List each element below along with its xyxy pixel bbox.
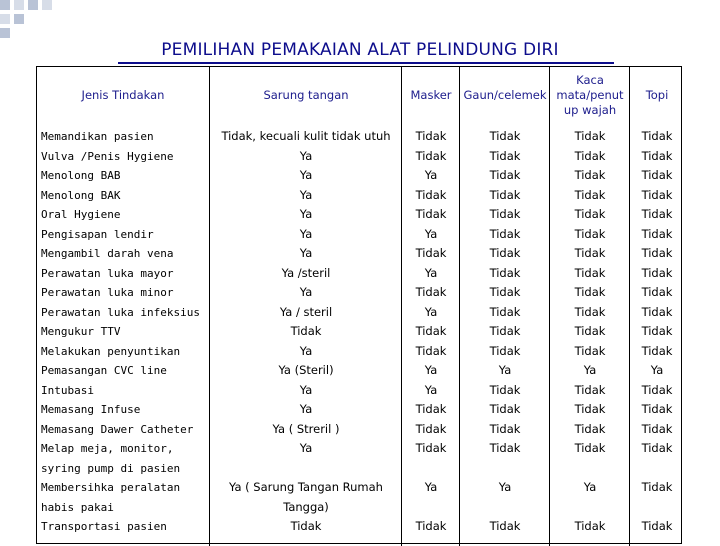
table-cell: Ya bbox=[299, 246, 313, 260]
table-cell: Tidak bbox=[574, 129, 606, 143]
cell-jenis-tindakan: Mengukur TTV bbox=[41, 325, 121, 338]
table-cell: Tidak bbox=[574, 304, 606, 319]
table-cell: Tidak, kecuali kulit tidak utuh bbox=[221, 129, 391, 143]
cell-jenis-tindakan: Perawatan luka minor bbox=[41, 286, 174, 299]
table-cell: Ya bbox=[299, 382, 313, 397]
table-cell: Tidak bbox=[641, 207, 673, 221]
column-divider bbox=[459, 66, 460, 546]
table-cell: Tidak bbox=[489, 519, 521, 533]
table-cell: Tidak bbox=[489, 285, 521, 299]
title-underline bbox=[118, 62, 614, 64]
table-row bbox=[36, 124, 684, 147]
table-cell: Tidak bbox=[641, 343, 673, 358]
cell-jenis-tindakan: Menolong BAK bbox=[41, 188, 121, 202]
header-jenis-tindakan: Jenis Tindakan bbox=[81, 87, 165, 102]
cell-jenis-tindakan: Memandikan pasien bbox=[41, 130, 154, 143]
column-divider bbox=[549, 66, 550, 546]
table-cell: Tidak bbox=[415, 421, 447, 436]
table-cell: Tidak bbox=[641, 187, 673, 202]
table-row bbox=[36, 400, 684, 420]
table-cell: Tidak bbox=[574, 382, 606, 397]
table-cell: Tidak bbox=[641, 265, 673, 280]
cell-jenis-tindakan: Perawatan luka mayor bbox=[41, 266, 174, 280]
header-masker: Masker bbox=[410, 87, 452, 102]
header-gaun-celemek: Gaun/celemek bbox=[463, 87, 547, 102]
table-cell: Tidak bbox=[489, 148, 521, 163]
table-row bbox=[36, 342, 684, 362]
corner-decoration bbox=[0, 0, 60, 40]
table-cell: Tidak bbox=[641, 226, 673, 241]
table-cell: Ya bbox=[299, 226, 313, 241]
table-cell: Ya bbox=[583, 480, 597, 494]
table-cell: Ya bbox=[424, 265, 438, 280]
table-cell: Ya bbox=[498, 363, 512, 377]
table-cell: Tidak bbox=[489, 304, 521, 319]
table-cell: Tidak bbox=[489, 421, 521, 436]
cell-jenis-tindakan: Oral Hygiene bbox=[41, 208, 121, 221]
table-cell: Tidak bbox=[574, 207, 606, 221]
table-cell: Tidak bbox=[415, 246, 447, 260]
table-cell: Ya bbox=[299, 168, 313, 182]
table-row bbox=[36, 420, 684, 440]
table-cell: Ya /steril bbox=[281, 265, 331, 280]
table-cell: Tidak bbox=[574, 441, 606, 455]
table-cell: Tidak bbox=[489, 207, 521, 221]
cell-jenis-tindakan: Mengambil darah vena bbox=[41, 247, 174, 260]
table-cell: Tidak bbox=[415, 343, 447, 358]
column-divider bbox=[629, 66, 630, 546]
table-cell: Tidak bbox=[641, 382, 673, 397]
table-cell: Ya bbox=[650, 363, 664, 377]
table-cell: Tidak bbox=[489, 226, 521, 241]
table-row bbox=[36, 225, 684, 245]
table-cell: Ya bbox=[299, 402, 313, 416]
header-kaca-mata: Kaca mata/penut up wajah bbox=[556, 72, 624, 117]
table-cell: Ya / steril bbox=[279, 304, 333, 319]
table-cell: Ya bbox=[299, 343, 313, 358]
table-cell: Tidak bbox=[574, 265, 606, 280]
table-cell: Ya bbox=[299, 285, 313, 299]
column-divider bbox=[209, 66, 210, 546]
table-cell: Tidak bbox=[290, 519, 322, 533]
table-cell: Tidak bbox=[415, 402, 447, 416]
table-cell: Tidak bbox=[574, 148, 606, 163]
table-row bbox=[36, 381, 684, 401]
cell-jenis-tindakan: Transportasi pasien bbox=[41, 520, 167, 533]
table-cell: Tidak bbox=[641, 129, 673, 143]
ppe-table bbox=[36, 66, 684, 537]
cell-jenis-tindakan: Pemasangan CVC line bbox=[41, 364, 167, 377]
table-cell: Ya bbox=[498, 480, 512, 494]
table-cell: Tidak bbox=[641, 148, 673, 163]
page-title: PEMILIHAN PEMAKAIAN ALAT PELINDUNG DIRI bbox=[161, 40, 559, 60]
table-cell: Tidak bbox=[489, 168, 521, 182]
table-cell: Tidak bbox=[415, 285, 447, 299]
table-cell: Tidak bbox=[641, 246, 673, 260]
table-row bbox=[36, 361, 684, 381]
table-cell: Tidak bbox=[415, 324, 447, 338]
table-cell: Tidak bbox=[489, 324, 521, 338]
table-row bbox=[36, 517, 684, 537]
cell-jenis-tindakan: Melap meja, monitor, syring pump di pasien bbox=[41, 442, 181, 475]
table-cell: Tidak bbox=[489, 187, 521, 202]
table-cell: Tidak bbox=[641, 480, 673, 494]
table-cell: Ya bbox=[424, 168, 438, 182]
table-row bbox=[36, 186, 684, 206]
table-row bbox=[36, 322, 684, 342]
table-cell: Tidak bbox=[489, 402, 521, 416]
table-cell: Ya bbox=[424, 304, 438, 319]
table-cell: Tidak bbox=[574, 285, 606, 299]
table-cell: Tidak bbox=[489, 129, 521, 143]
table-row bbox=[36, 244, 684, 264]
cell-jenis-tindakan: Membersihka peralatan habis pakai bbox=[41, 481, 181, 514]
table-cell: Ya bbox=[424, 480, 438, 494]
table-cell: Tidak bbox=[641, 285, 673, 299]
table-cell: Tidak bbox=[489, 246, 521, 260]
table-cell: Tidak bbox=[415, 129, 447, 143]
table-cell: Ya ( Streril ) bbox=[272, 421, 340, 436]
table-cell: Tidak bbox=[290, 324, 322, 338]
cell-jenis-tindakan: Menolong BAB bbox=[41, 169, 121, 182]
decorative-squares-icon bbox=[0, 0, 60, 40]
table-cell: Ya ( Sarung Tangan Rumah Tangga) bbox=[229, 480, 383, 514]
table-cell: Ya bbox=[299, 187, 313, 202]
table-cell: Tidak bbox=[574, 402, 606, 416]
table-cell: Tidak bbox=[489, 343, 521, 358]
cell-jenis-tindakan: Vulva /Penis Hygiene bbox=[41, 149, 174, 163]
table-cell: Tidak bbox=[415, 207, 447, 221]
table-body bbox=[36, 124, 684, 537]
table-cell: Ya (Steril) bbox=[278, 363, 334, 377]
table-cell: Ya bbox=[299, 148, 313, 163]
table-cell: Tidak bbox=[489, 265, 521, 280]
table-row bbox=[36, 205, 684, 225]
table-cell: Ya bbox=[424, 226, 438, 241]
table-cell: Tidak bbox=[415, 519, 447, 533]
table-cell: Tidak bbox=[641, 402, 673, 416]
table-cell: Tidak bbox=[641, 441, 673, 455]
cell-jenis-tindakan: Memasang Infuse bbox=[41, 403, 141, 416]
table-row bbox=[36, 147, 684, 167]
table-row bbox=[36, 303, 684, 323]
header-topi: Topi bbox=[645, 87, 669, 102]
table-cell: Tidak bbox=[641, 168, 673, 182]
table-row bbox=[36, 478, 684, 517]
table-cell: Tidak bbox=[415, 187, 447, 202]
table-cell: Ya bbox=[299, 441, 313, 455]
table-cell: Tidak bbox=[641, 519, 673, 533]
table-cell: Tidak bbox=[574, 343, 606, 358]
column-divider bbox=[401, 66, 402, 546]
table-cell: Tidak bbox=[574, 187, 606, 202]
cell-jenis-tindakan: Perawatan luka infeksius bbox=[41, 305, 200, 319]
table-cell: Tidak bbox=[574, 421, 606, 436]
table-cell: Tidak bbox=[574, 168, 606, 182]
table-cell: Tidak bbox=[574, 324, 606, 338]
table-row bbox=[36, 264, 684, 284]
cell-jenis-tindakan: Melakukan penyuntikan bbox=[41, 344, 181, 358]
table-cell: Tidak bbox=[574, 246, 606, 260]
cell-jenis-tindakan: Pengisapan lendir bbox=[41, 227, 154, 241]
table-cell: Tidak bbox=[574, 519, 606, 533]
table-row bbox=[36, 439, 684, 478]
table-cell: Tidak bbox=[574, 226, 606, 241]
cell-jenis-tindakan: Intubasi bbox=[41, 383, 94, 397]
table-cell: Tidak bbox=[489, 441, 521, 455]
table-cell: Ya bbox=[299, 207, 313, 221]
table-row bbox=[36, 283, 684, 303]
table-cell: Tidak bbox=[415, 441, 447, 455]
table-header-row bbox=[36, 66, 684, 124]
table-cell: Tidak bbox=[641, 304, 673, 319]
table-cell: Tidak bbox=[641, 324, 673, 338]
table-row bbox=[36, 166, 684, 186]
table-cell: Ya bbox=[424, 363, 438, 377]
table-cell: Tidak bbox=[415, 148, 447, 163]
header-sarung-tangan: Sarung tangan bbox=[263, 87, 349, 102]
table-cell: Ya bbox=[424, 382, 438, 397]
cell-jenis-tindakan: Memasang Dawer Catheter bbox=[41, 422, 194, 436]
table-cell: Tidak bbox=[641, 421, 673, 436]
table-cell: Ya bbox=[583, 363, 597, 377]
table-cell: Tidak bbox=[489, 382, 521, 397]
